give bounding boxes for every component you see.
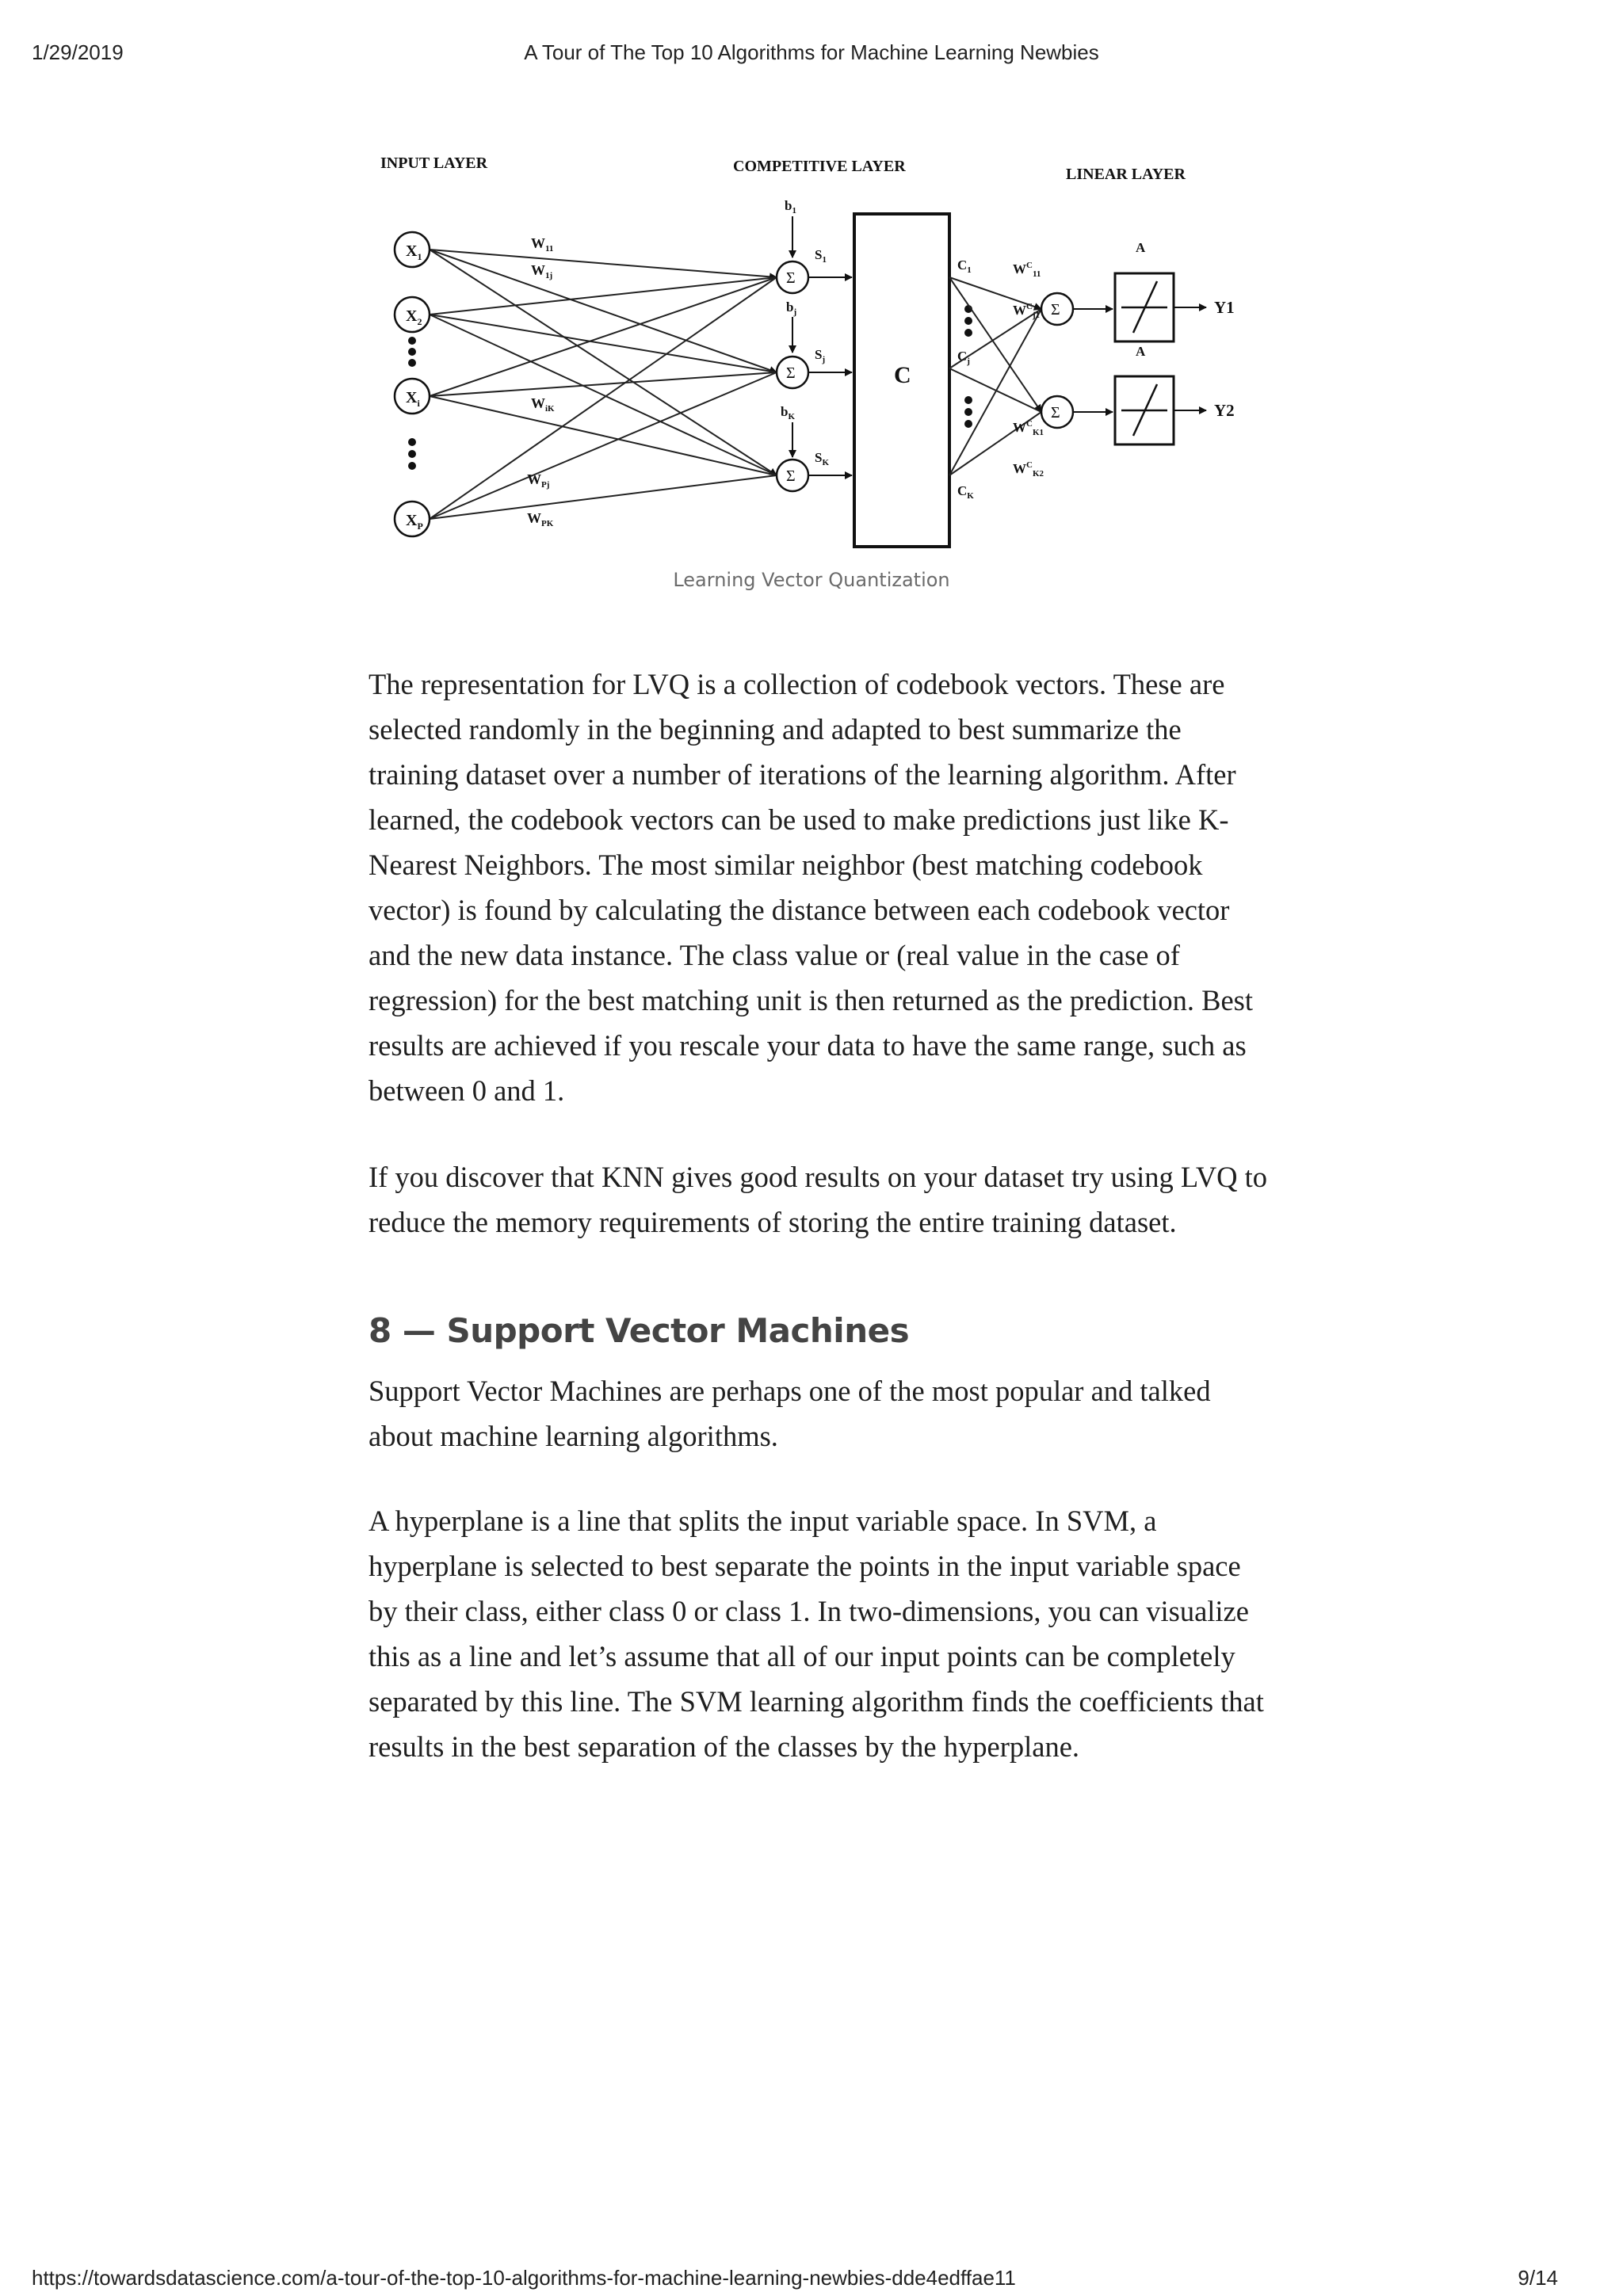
weight-label-w11: $W_{11}$ [531,235,554,254]
svg-text:Σ: Σ [786,467,796,485]
c-label-1: $C_1$ [957,257,972,275]
print-header [0,0,1623,103]
weight-label-wpj: $W_{Pj}$ [527,471,550,490]
weight-label-wik: $W_{iK}$ [531,395,555,414]
input-node [395,379,430,414]
weight-label-w1j: $W_{1j}$ [531,262,553,280]
input-label-2: X [406,307,418,325]
input-label-p: X [406,512,418,529]
sum-label-j: $S_j$ [815,347,826,364]
input-node [395,232,430,267]
bias-label-1: $b_1$ [785,198,796,215]
linear-layer-label: LINEAR LAYER [1066,166,1186,183]
linear-weight-k2: $W^C_{K2}$ [1013,460,1044,479]
input-label-i: X [406,389,418,406]
bias-label-j: $b_j$ [786,299,797,317]
input-connections [430,250,777,519]
figure-caption: Learning Vector Quantization [673,569,950,591]
linear-sum-node [1041,396,1073,428]
paragraph-lvq-representation: The representation for LVQ is a collection of codebook vectors. These are selected randomly in the beginning and adapted to best summarize the training dataset over a number of iterations of the learning algorithm. After learned, the codebook vectors can be used to make predictions just like K-Nearest Neighbors. The most similar neighbor (best matching codebook vector) is found by calculating the distance between each codebook vector and the new data instance. The class value or (real value in the case of regression) for the best matching unit is then returned as the prediction. Best results are achieved if you rescale your data to have the same range, such as between 0 and 1. [369,668,1253,1107]
svg-text:Σ: Σ [1051,301,1060,318]
bias-label-k: $b_K$ [781,404,796,421]
input-node [395,297,430,332]
svg-text:Σ: Σ [1051,404,1060,421]
page-number: 9/14 [1518,2266,1558,2290]
paragraph-svm-intro: Support Vector Machines are perhaps one of the most popular and talked about machine learning algorithms. [369,1375,1211,1452]
sum-node [777,261,808,293]
section-heading-svm: 8 — Support Vector Machines [369,1311,910,1350]
sum-node [777,357,808,388]
output-label-y2: Y2 [1214,401,1235,420]
article-body [369,662,1272,1769]
linear-sum-node [1041,293,1073,325]
input-sub-p: P [417,521,423,532]
competitive-layer-label: COMPETITIVE LAYER [733,158,906,175]
output-label-y1: Y1 [1214,298,1235,317]
lvq-diagram [372,147,1268,555]
c-label-j: $C_j$ [957,349,970,366]
competitive-block-label: C [894,362,911,388]
linear-activation-box [1115,376,1174,444]
paragraph-lvq-knn-tip: If you discover that KNN gives good results on your dataset try using LVQ to reduce the memory requirements of storing the entire training dataset. [369,1161,1268,1238]
weight-label-wpk: $W_{PK}$ [527,510,554,528]
input-layer-label: INPUT LAYER [380,154,488,172]
svg-text:Σ: Σ [786,269,796,287]
linear-weight-11: $W^C_{11}$ [1013,261,1041,279]
sum-label-1: $S_1$ [815,247,827,265]
input-node [395,502,430,536]
input-sub-i: i [417,398,420,409]
print-date: 1/29/2019 [32,40,124,64]
c-label-k: $C_K$ [957,483,974,501]
paragraph-svm-hyperplane: A hyperplane is a line that splits the input variable space. In SVM, a hyperplane is selected to best separate the points in the input variable space by their class, either class 0 or class 1. In two-dimensions, you can visualize this as a line and let’s assume that all of our input points can be completely separated by this line. The SVM learning algorithm finds the coefficients that results in the best separation of the classes by the hyperplane. [369,1505,1264,1763]
linear-weight-j1: $W^C_{j1}$ [1013,302,1041,320]
print-url: https://towardsdatascience.com/a-tour-of-the-top-10-algorithms-for-machine-learning-newbies-dde4edffae11 [32,2266,1016,2290]
input-sub-1: 1 [417,251,422,262]
svg-text:Σ: Σ [786,364,796,382]
activation-label-a2: A [1136,344,1146,359]
input-sub-2: 2 [417,316,422,327]
linear-weight-k1: $W^C_{K1}$ [1013,419,1044,437]
print-title: A Tour of The Top 10 Algorithms for Machine Learning Newbies [524,40,1099,64]
activation-label-a1: A [1136,240,1146,255]
sum-node [777,460,808,491]
linear-activation-box [1115,273,1174,341]
c-ellipsis [964,305,972,428]
lvq-diagram-svg [372,147,1268,555]
sum-label-k: $S_K$ [815,450,830,467]
input-label-1: X [406,242,418,260]
